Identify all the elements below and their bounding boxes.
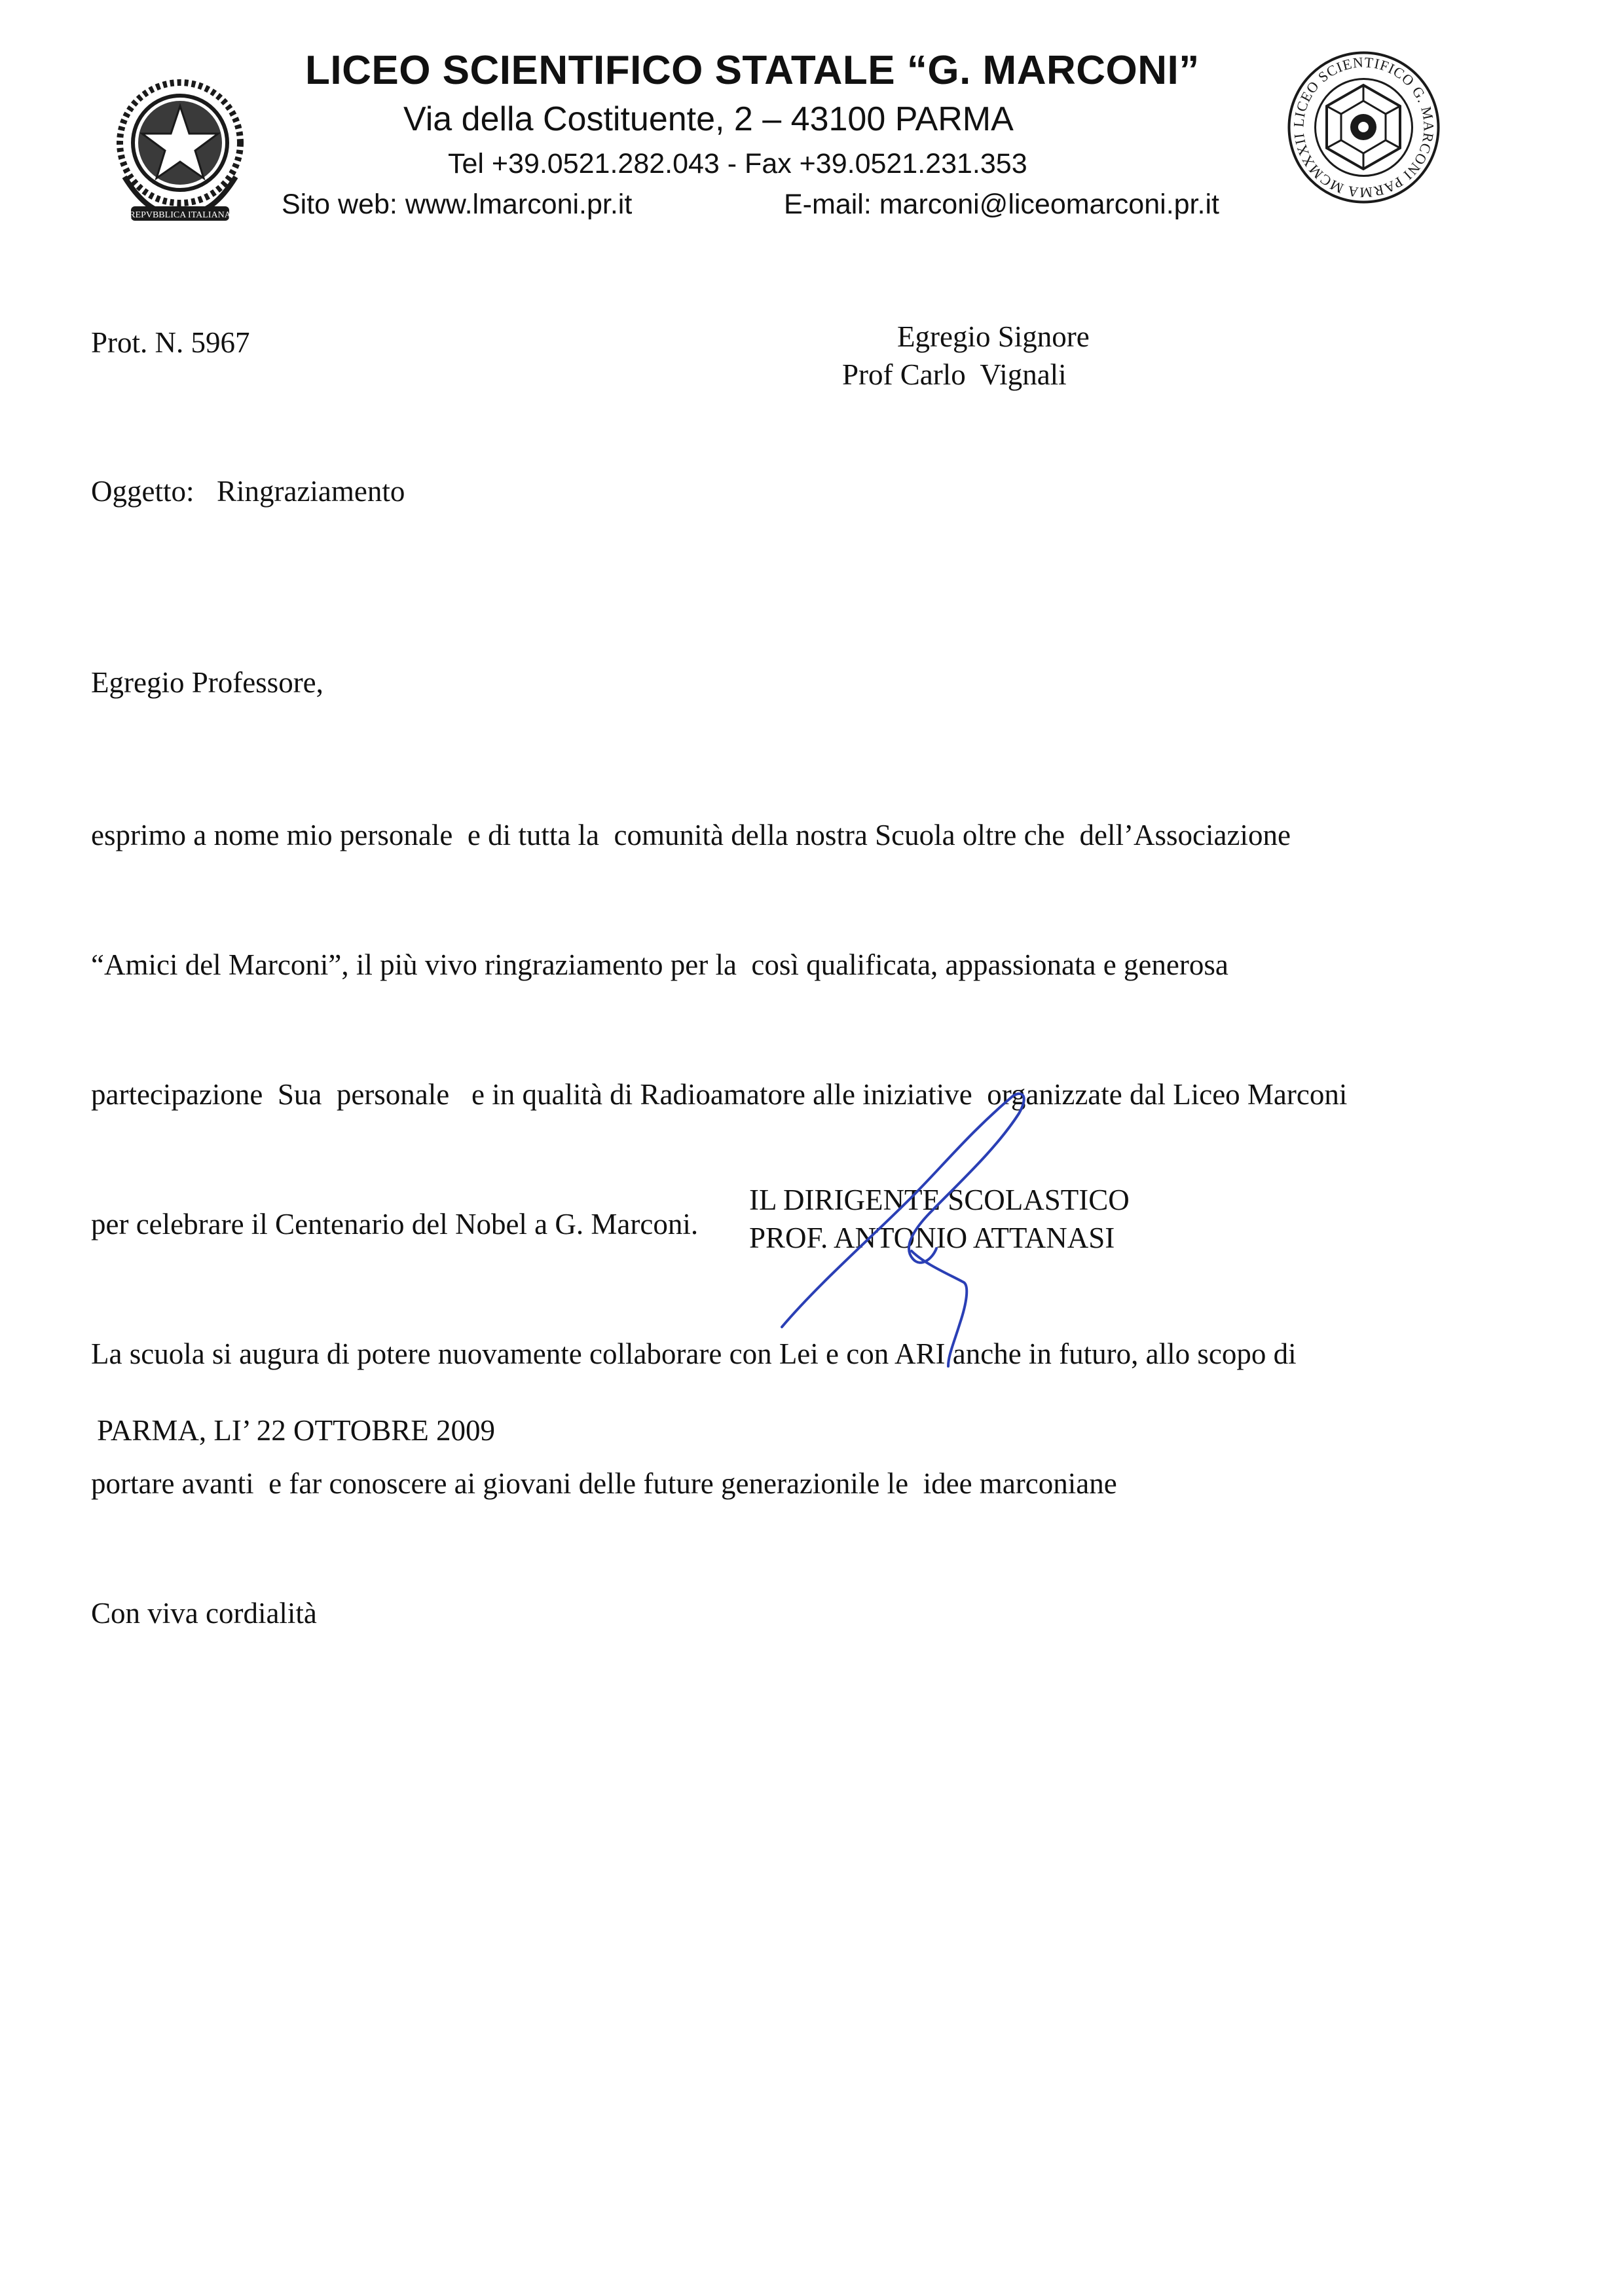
subject-text: Ringraziamento bbox=[216, 475, 405, 508]
school-website: Sito web: www.lmarconi.pr.it bbox=[282, 189, 633, 220]
signatory-role: IL DIRIGENTE SCOLASTICO bbox=[749, 1184, 1130, 1216]
greeting: Egregio Professore, bbox=[91, 666, 323, 699]
school-name: LICEO SCIENTIFICO STATALE “G. MARCONI” bbox=[305, 48, 1200, 93]
body-line: Con viva cordialità bbox=[91, 1597, 317, 1630]
body-line: esprimo a nome mio personale e di tutta la comunità della nostra Scuola oltre che dell’Associazione bbox=[91, 819, 1291, 851]
subject-line bbox=[91, 474, 405, 508]
svg-text:REPVBBLICA ITALIANA: REPVBBLICA ITALIANA bbox=[129, 210, 231, 220]
signatory-name: PROF. ANTONIO ATTANASI bbox=[749, 1222, 1115, 1254]
school-address: Via della Costituente, 2 – 43100 PARMA bbox=[403, 100, 1014, 138]
body-line: La scuola si augura di potere nuovamente collaborare con Lei e con ARI anche in futuro, allo scopo di bbox=[91, 1337, 1297, 1370]
body-line: “Amici del Marconi”, il più vivo ringraziamento per la così qualificata, appassionata e generosa bbox=[91, 948, 1228, 981]
subject-label: Oggetto: bbox=[91, 475, 194, 508]
svg-text:LICEO SCIENTIFICO G. MARCONI P: LICEO SCIENTIFICO G. MARCONI PARMA MCMXXII bbox=[1290, 54, 1437, 201]
school-phone-fax: Tel +39.0521.282.043 - Fax +39.0521.231.353 bbox=[448, 148, 1027, 179]
body-line: partecipazione Sua personale e in qualità di Radioamatore alle iniziative organizzate dal Liceo Marconi bbox=[91, 1078, 1348, 1111]
letter-body bbox=[91, 727, 1347, 1678]
school-email: E-mail: marconi@liceomarconi.pr.it bbox=[784, 189, 1219, 220]
recipient-name: Prof Carlo Vignali bbox=[842, 358, 1067, 391]
body-line: portare avanti e far conoscere ai giovani delle future generazionile le idee marconiane bbox=[91, 1467, 1117, 1500]
body-line: per celebrare il Centenario del Nobel a G. Marconi. bbox=[91, 1208, 699, 1241]
school-seal-icon bbox=[1283, 47, 1444, 208]
protocol-number: Prot. N. 5967 bbox=[91, 326, 250, 359]
recipient-salutation: Egregio Signore bbox=[897, 320, 1090, 353]
handwritten-signature-icon bbox=[773, 1087, 1048, 1375]
republic-emblem-icon bbox=[105, 65, 255, 233]
date-line: PARMA, LI’ 22 OTTOBRE 2009 bbox=[97, 1414, 495, 1447]
